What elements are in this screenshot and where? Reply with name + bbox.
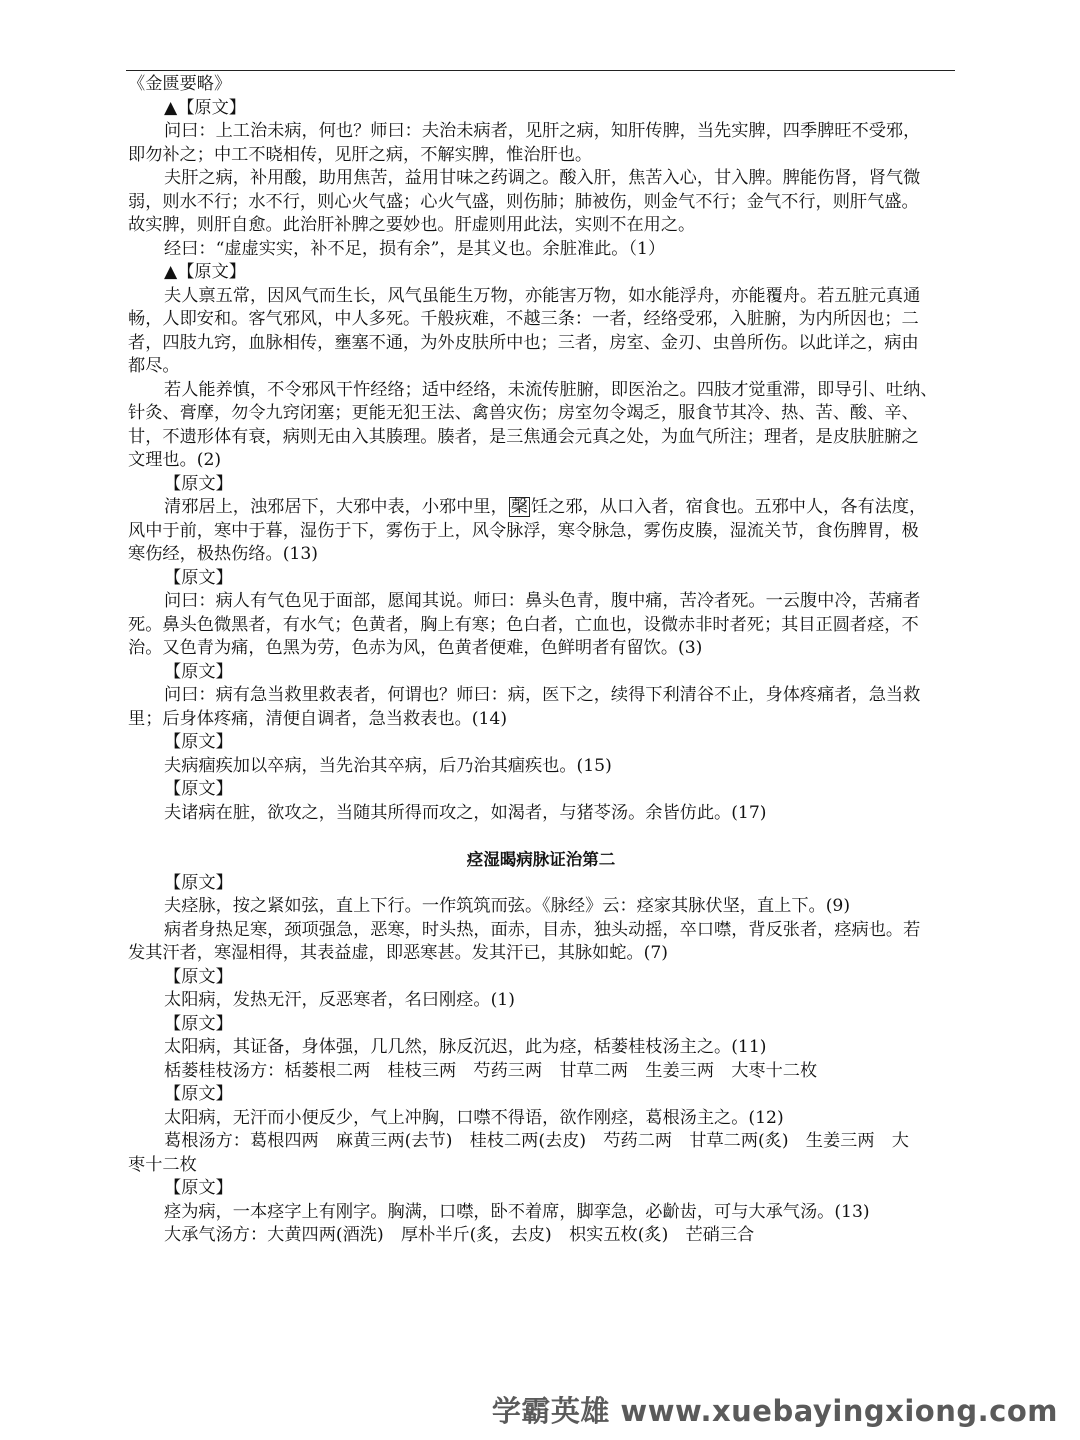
text-segment: 饪之邪，从口入者，宿食也。五邪中人，各有法度， <box>530 497 927 517</box>
section-label: 【原文】 <box>164 872 233 893</box>
text-line: 问曰：病人有气色见于面部，愿闻其说。师曰：鼻头色青，腹中痛，苦冷者死。一云腹中冷，苦痛者 <box>164 591 921 611</box>
text-line: 文理也。(2) <box>128 450 222 470</box>
section-label: 【原文】 <box>164 732 233 752</box>
text-line: 者，四肢九窍，血脉相传，壅塞不通，为外皮肤所中也；三者，房室、金刃、虫兽所伤。以此详之，病由 <box>128 332 919 353</box>
text-line: 畅，人即安和。客气邪风，中人多死。千般疢难，不越三条：一者，经络受邪，入脏腑，为内所因也；二 <box>128 309 919 329</box>
text-line: 针灸、膏摩，勿令九窍闭塞；更能无犯王法、禽兽灾伤；房室勿令竭乏，服食节其冷、热、苦、酸、辛、 <box>128 403 919 423</box>
text-line: 太阳病，发热无汗，反恶寒者，名曰刚痉。(1) <box>164 990 515 1010</box>
text-line: 发其汗者，寒湿相得，其表益虚，即恶寒甚。发其汗已，其脉如蛇。(7) <box>128 943 668 963</box>
chapter-title: 痉湿暍病脉证治第二 <box>466 850 616 869</box>
formula-line: 枣十二枚 <box>128 1154 197 1175</box>
text-line: 太阳病，无汗而小便反少，气上冲胸，口噤不得语，欲作刚痉，葛根汤主之。(12) <box>164 1107 784 1128</box>
text-line: 即勿补之；中工不晓相传，见肝之病，不解实脾，惟治肝也。 <box>128 144 593 165</box>
text-line: 都尽。 <box>128 356 180 376</box>
text-line: 问曰：上工治未病，何也？师曰：夫治未病者，见肝之病，知肝传脾，当先实脾，四季脾旺不受邪， <box>164 121 921 141</box>
document-body <box>128 73 954 1248</box>
formula-line: 葛根汤方：葛根四两 麻黄三两(去节) 桂枝二两(去皮) 芍药二两 甘草二两(炙) 生姜三两 大 <box>164 1131 909 1151</box>
formula-line: 大承气汤方：大黄四两(酒洗) 厚朴半斤(炙，去皮) 枳实五枚(炙) 芒硝三合 <box>164 1225 755 1245</box>
text-line: 痉为病，一本痉字上有刚字。胸满，口噤，卧不着席，脚挛急，必齘齿，可与大承气汤。(13) <box>164 1201 870 1222</box>
section-label: 【原文】 <box>164 1178 233 1198</box>
header-rule <box>126 70 955 71</box>
text-line: 问曰：病有急当救里救表者，何谓也？师曰：病，医下之，续得下利清谷不止，身体疼痛者，急当救 <box>164 685 921 705</box>
text-line: 死。鼻头色微黑者，有水气；色黄者，胸上有寒；色白者，亡血也，设微赤非时者死；其目正圆者痉，不 <box>128 614 919 635</box>
text-line: 经曰：“虚虚实实，补不足，损有余”，是其义也。余脏准此。（1） <box>164 238 666 259</box>
text-line: 故实脾，则肝自愈。此治肝补脾之要妙也。肝虚则用此法，实则不在用之。 <box>128 215 696 235</box>
text-line: 病者身热足寒，颈项强急，恶寒，时头热，面赤，目赤，独头动摇，卒口噤，背反张者，痉病也。若 <box>164 919 921 940</box>
text-line: 寒伤经，极热伤络。(13) <box>128 544 318 564</box>
text-line: 治。又色青为痛，色黑为劳，色赤为风，色黄者便难，色鲜明者有留饮。(3) <box>128 638 703 658</box>
text-line: 夫诸病在脏，欲攻之，当随其所得而攻之，如渴者，与猪苓汤。余皆仿此。(17) <box>164 802 767 823</box>
text-line: 甘，不遗形体有衰，病则无由入其腠理。腠者，是三焦通会元真之处，为血气所注；理者，是皮肤脏腑之 <box>128 426 919 447</box>
section-label: 【原文】 <box>164 779 233 799</box>
text-line: 夫人禀五常，因风气而生长，风气虽能生万物，亦能害万物，如水能浮舟，亦能覆舟。若五脏元真通 <box>164 285 921 306</box>
section-label: 【原文】 <box>164 966 233 987</box>
text-line: 风中于前，寒中于暮，湿伤于下，雾伤于上，风令脉浮，寒令脉急，雾伤皮腠，湿流关节，食伤脾胃，极 <box>128 520 919 541</box>
text-line: 里；后身体疼痛，清便自调者，急当救表也。(14) <box>128 708 508 729</box>
site-watermark: 学霸英雄 www.xuebayingxiong.com <box>491 1394 1058 1428</box>
text-line: 夫肝之病，补用酸，助用焦苦，益用甘味之药调之。酸入肝，焦苦入心，甘入脾。脾能伤肾，肾气微 <box>164 168 921 188</box>
text-line: 夫痉脉，按之紧如弦，直上下行。一作筑筑而弦。《脉经》云：痉家其脉伏坚，直上下。(9) <box>164 896 851 916</box>
formula-line: 栝蒌桂枝汤方：栝蒌根二两 桂枝三两 芍药三两 甘草二两 生姜三两 大枣十二枚 <box>164 1060 818 1081</box>
section-label: 【原文】 <box>164 1084 233 1104</box>
text-segment: 清邪居上，浊邪居下，大邪中表，小邪中里， <box>164 497 508 517</box>
text-line: 太阳病，其证备，身体强，几几然，脉反沉迟，此为痉，栝蒌桂枝汤主之。(11) <box>164 1037 767 1057</box>
section-label: 【原文】 <box>164 1013 233 1034</box>
section-label: 【原文】 <box>164 567 233 588</box>
section-label: 【原文】 <box>164 661 233 682</box>
text-line <box>128 496 954 520</box>
text-line: 弱，则水不行；水不行，则心火气盛；心火气盛，则伤肺；肺被伤，则金气不行；金气不行，则肝气盛。 <box>128 191 919 212</box>
section-label: ▲【原文】 <box>164 262 246 282</box>
section-label: 【原文】 <box>164 473 233 494</box>
boxed-character: 䅽 <box>510 497 528 517</box>
text-line: 若人能养慎，不令邪风干忤经络；适中经络，未流传脏腑，即医治之。四肢才觉重滞，即导引、吐纳、 <box>164 379 938 400</box>
section-label: ▲【原文】 <box>164 97 246 118</box>
book-title: 《金匮要略》 <box>128 74 232 94</box>
text-line: 夫病痼疾加以卒病，当先治其卒病，后乃治其痼疾也。(15) <box>164 755 612 776</box>
